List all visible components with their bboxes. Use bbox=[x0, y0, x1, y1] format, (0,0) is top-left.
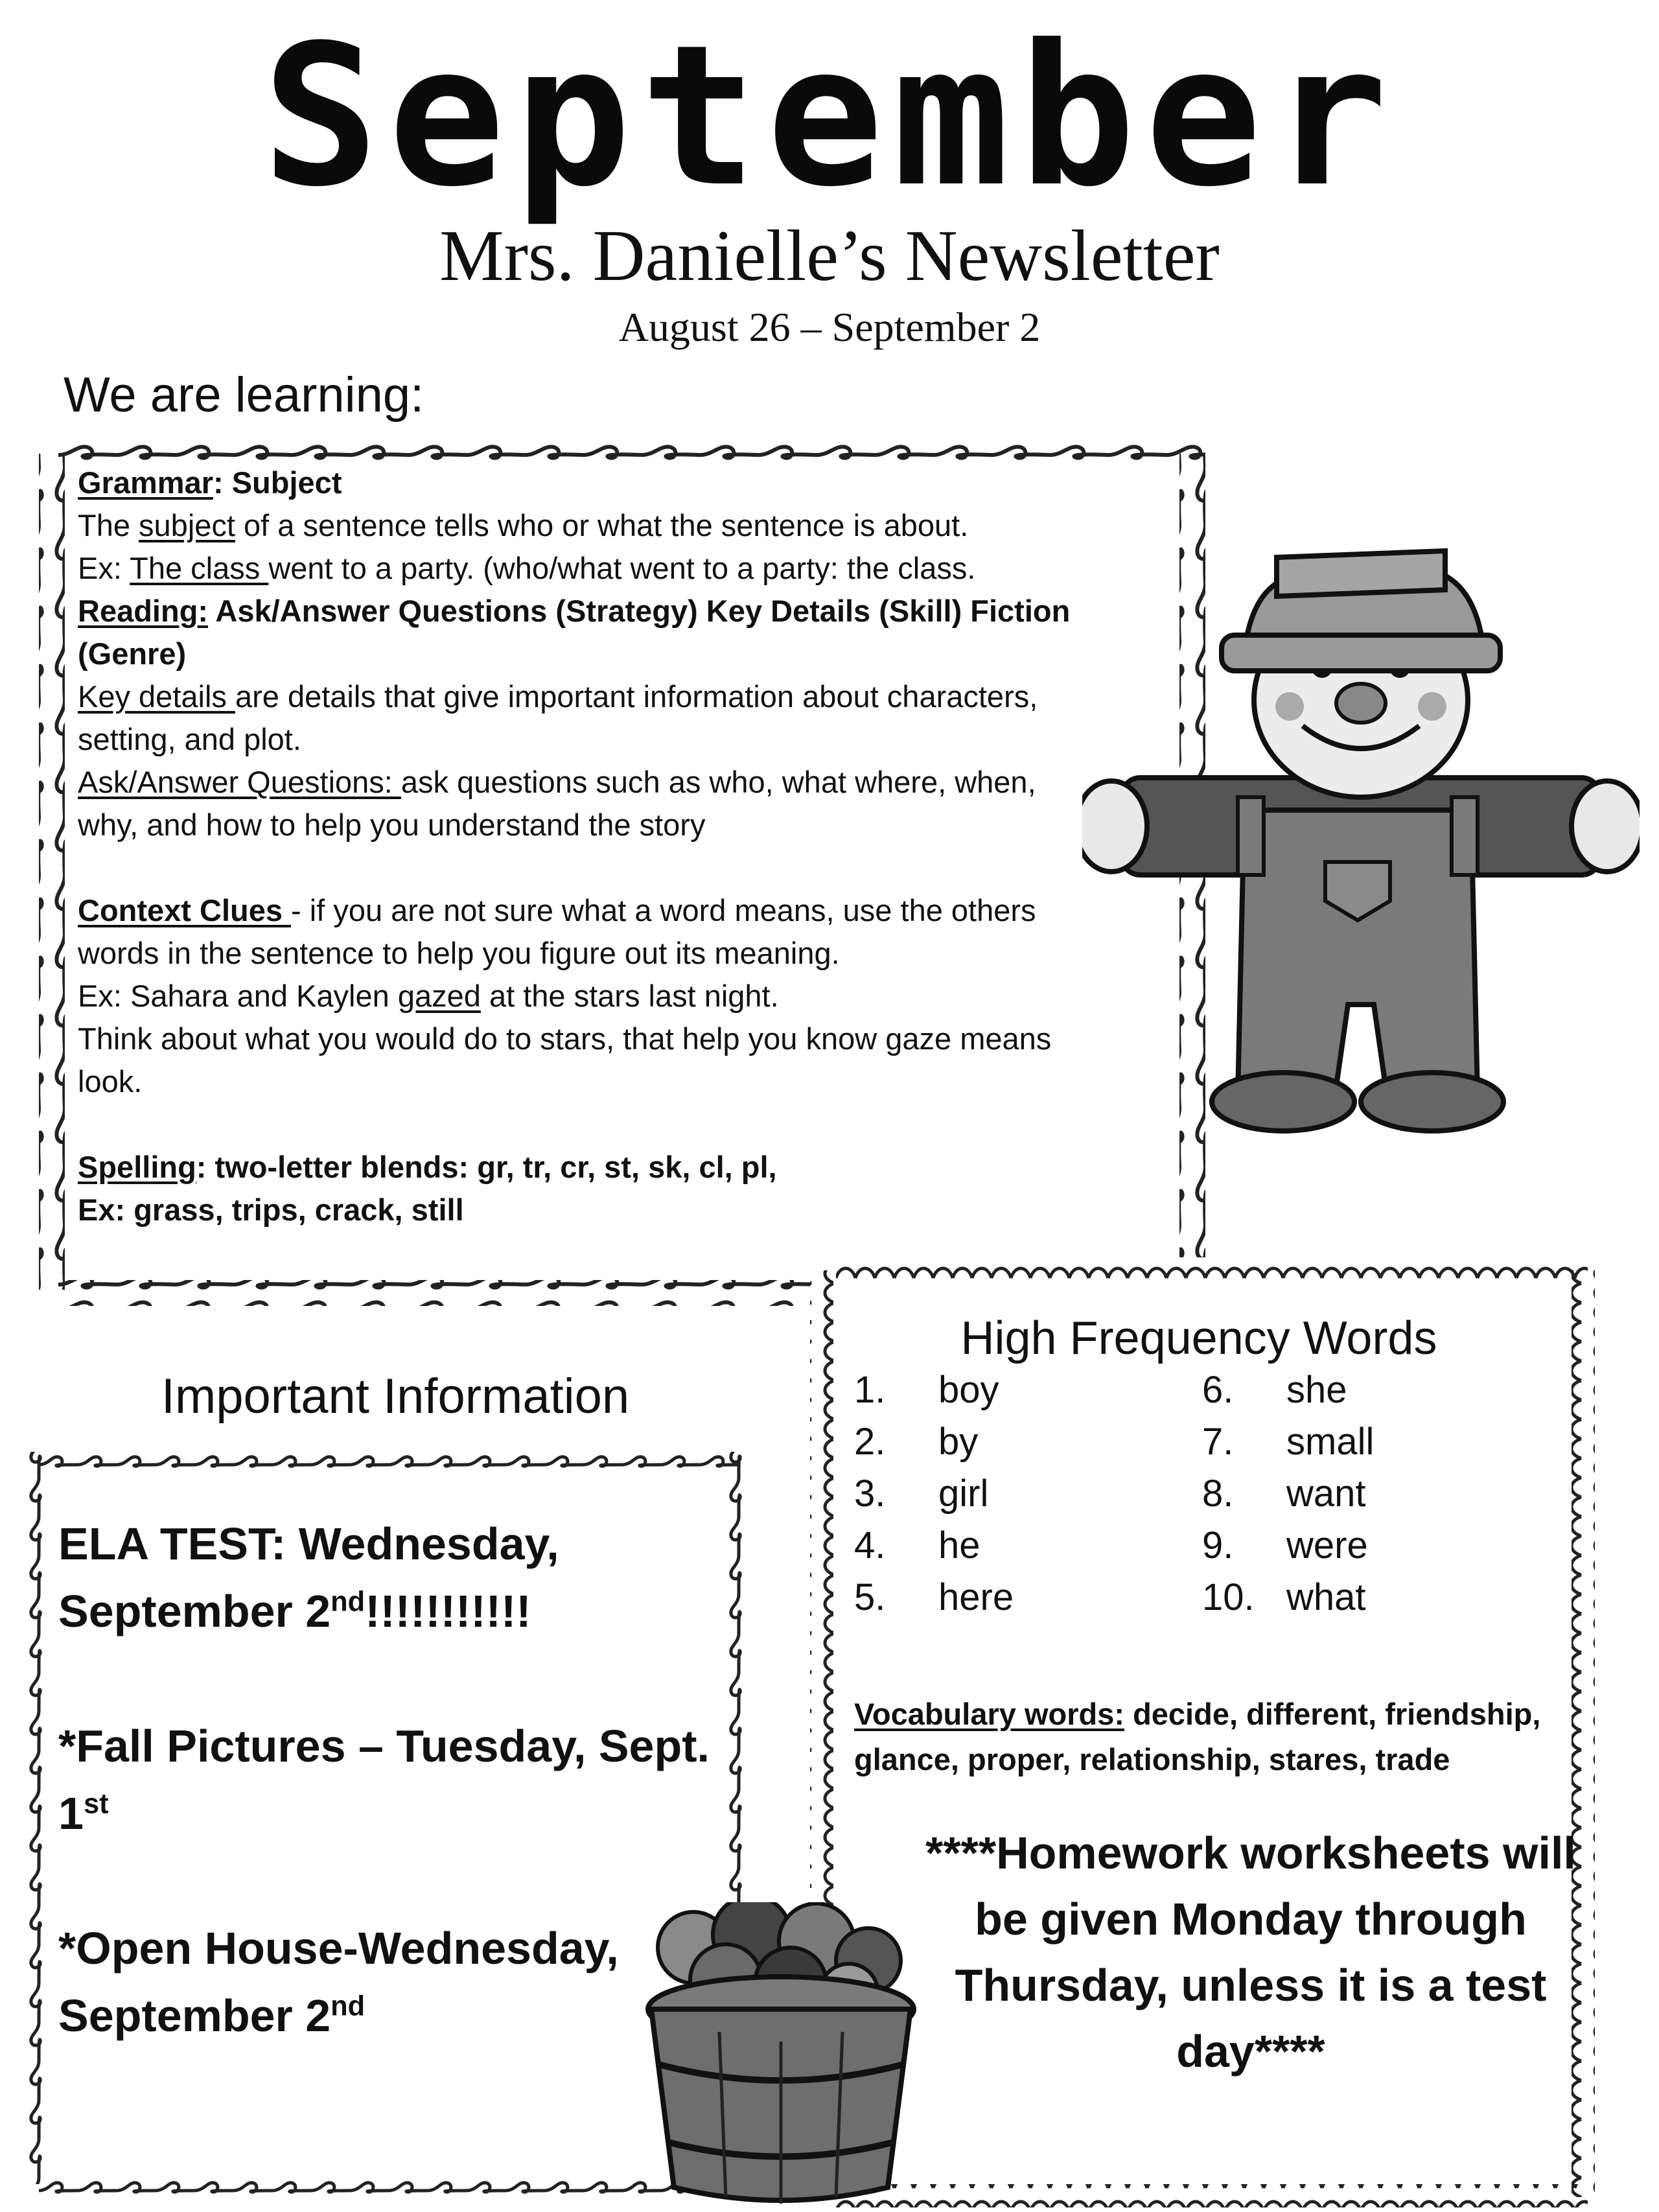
learning-frame-bottom bbox=[58, 1280, 810, 1306]
context-clues-def: Context Clues - if you are not sure what a word means, use the others bbox=[78, 893, 1036, 927]
context-clues-think-2: look. bbox=[78, 1064, 143, 1099]
important-frame-left bbox=[26, 1452, 52, 2184]
vocabulary-words: Vocabulary words: decide, different, friendship, glance, proper, relationship, stares, trade bbox=[854, 1697, 1541, 1776]
month-title: September bbox=[262, 3, 1397, 229]
important-heading: Important Information bbox=[161, 1369, 630, 1424]
hfw-number: 2. bbox=[854, 1421, 886, 1463]
fall-pictures-line2: 1st bbox=[58, 1788, 109, 1839]
hfw-word: she bbox=[1286, 1369, 1347, 1411]
date-range: August 26 – September 2 bbox=[618, 304, 1041, 350]
hfw-word: boy bbox=[938, 1369, 999, 1411]
fall-pictures-line1: *Fall Pictures – Tuesday, Sept. bbox=[58, 1721, 710, 1771]
key-details-def: Key details are details that give important information about characters, bbox=[78, 679, 1038, 714]
ela-test-line2: September 2nd!!!!!!!!!!! bbox=[58, 1586, 531, 1636]
grammar-heading: Grammar: Subject bbox=[78, 465, 342, 500]
homework-notice: ****Homework worksheets will be given Monday through Thursday, unless it is a test day**** bbox=[925, 1828, 1576, 2077]
hfw-number: 10. bbox=[1202, 1576, 1255, 1618]
hfw-word: here bbox=[938, 1576, 1014, 1618]
open-house-line2: September 2nd bbox=[58, 1990, 365, 2041]
hfw-word: by bbox=[938, 1421, 979, 1463]
hfw-number: 4. bbox=[854, 1524, 886, 1566]
hfw-word: what bbox=[1286, 1576, 1366, 1618]
hfw-word: he bbox=[938, 1524, 980, 1566]
hfw-number: 7. bbox=[1202, 1421, 1234, 1463]
spelling-example: Ex: grass, trips, crack, still bbox=[78, 1193, 464, 1227]
hfw-number: 9. bbox=[1202, 1524, 1234, 1566]
learning-box bbox=[78, 461, 1173, 1231]
important-frame-top bbox=[39, 1442, 739, 1468]
hfw-number: 8. bbox=[1202, 1473, 1234, 1515]
key-details-def-2: setting, and plot. bbox=[78, 722, 301, 756]
hfw-number: 6. bbox=[1202, 1369, 1234, 1411]
learning-frame-left bbox=[39, 454, 65, 1290]
newsletter-title: Mrs. Danielle’s Newsletter bbox=[439, 216, 1220, 296]
hfw-number: 1. bbox=[854, 1369, 886, 1411]
hfw-number: 5. bbox=[854, 1576, 886, 1618]
ela-test-line1: ELA TEST: Wednesday, bbox=[58, 1519, 559, 1569]
context-clues-example: Ex: Sahara and Kaylen gazed at the stars last night. bbox=[78, 979, 779, 1013]
ask-answer-def: Ask/Answer Questions: ask questions such as who, what where, when, bbox=[78, 765, 1036, 799]
hfw-word: small bbox=[1286, 1421, 1375, 1463]
hfw-number: 3. bbox=[854, 1473, 886, 1515]
hfw-word: girl bbox=[938, 1473, 989, 1515]
hfw-frame-bottom bbox=[836, 2184, 1588, 2207]
hfw-title: High Frequency Words bbox=[960, 1312, 1437, 1364]
open-house-line1: *Open House-Wednesday, bbox=[58, 1923, 619, 1973]
ask-answer-def-2: why, and how to help you understand the story bbox=[78, 808, 706, 842]
important-frame-bottom bbox=[39, 2174, 687, 2200]
apple-basket-illustration bbox=[642, 1902, 920, 2207]
learning-heading: We are learning: bbox=[64, 367, 424, 423]
spelling-heading: Spelling: two-letter blends: gr, tr, cr, st, sk, cl, pl, bbox=[78, 1150, 777, 1184]
context-clues-def-2: words in the sentence to help you figure out its meaning. bbox=[78, 936, 840, 970]
hfw-word: want bbox=[1286, 1473, 1366, 1515]
context-clues-think: Think about what you would do to stars, that help you know gaze means bbox=[78, 1021, 1052, 1056]
scarecrow-illustration bbox=[1082, 538, 1640, 1134]
grammar-definition: The subject of a sentence tells who or what the sentence is about. bbox=[78, 508, 969, 542]
hfw-frame-top bbox=[836, 1261, 1588, 1284]
reading-heading-genre: (Genre) bbox=[78, 636, 187, 671]
hfw-word: were bbox=[1286, 1524, 1368, 1566]
grammar-example: Ex: The class went to a party. (who/what went to a party: the class. bbox=[78, 551, 976, 585]
reading-heading: Reading: Ask/Answer Questions (Strategy) Key Details (Skill) Fiction bbox=[78, 594, 1071, 628]
